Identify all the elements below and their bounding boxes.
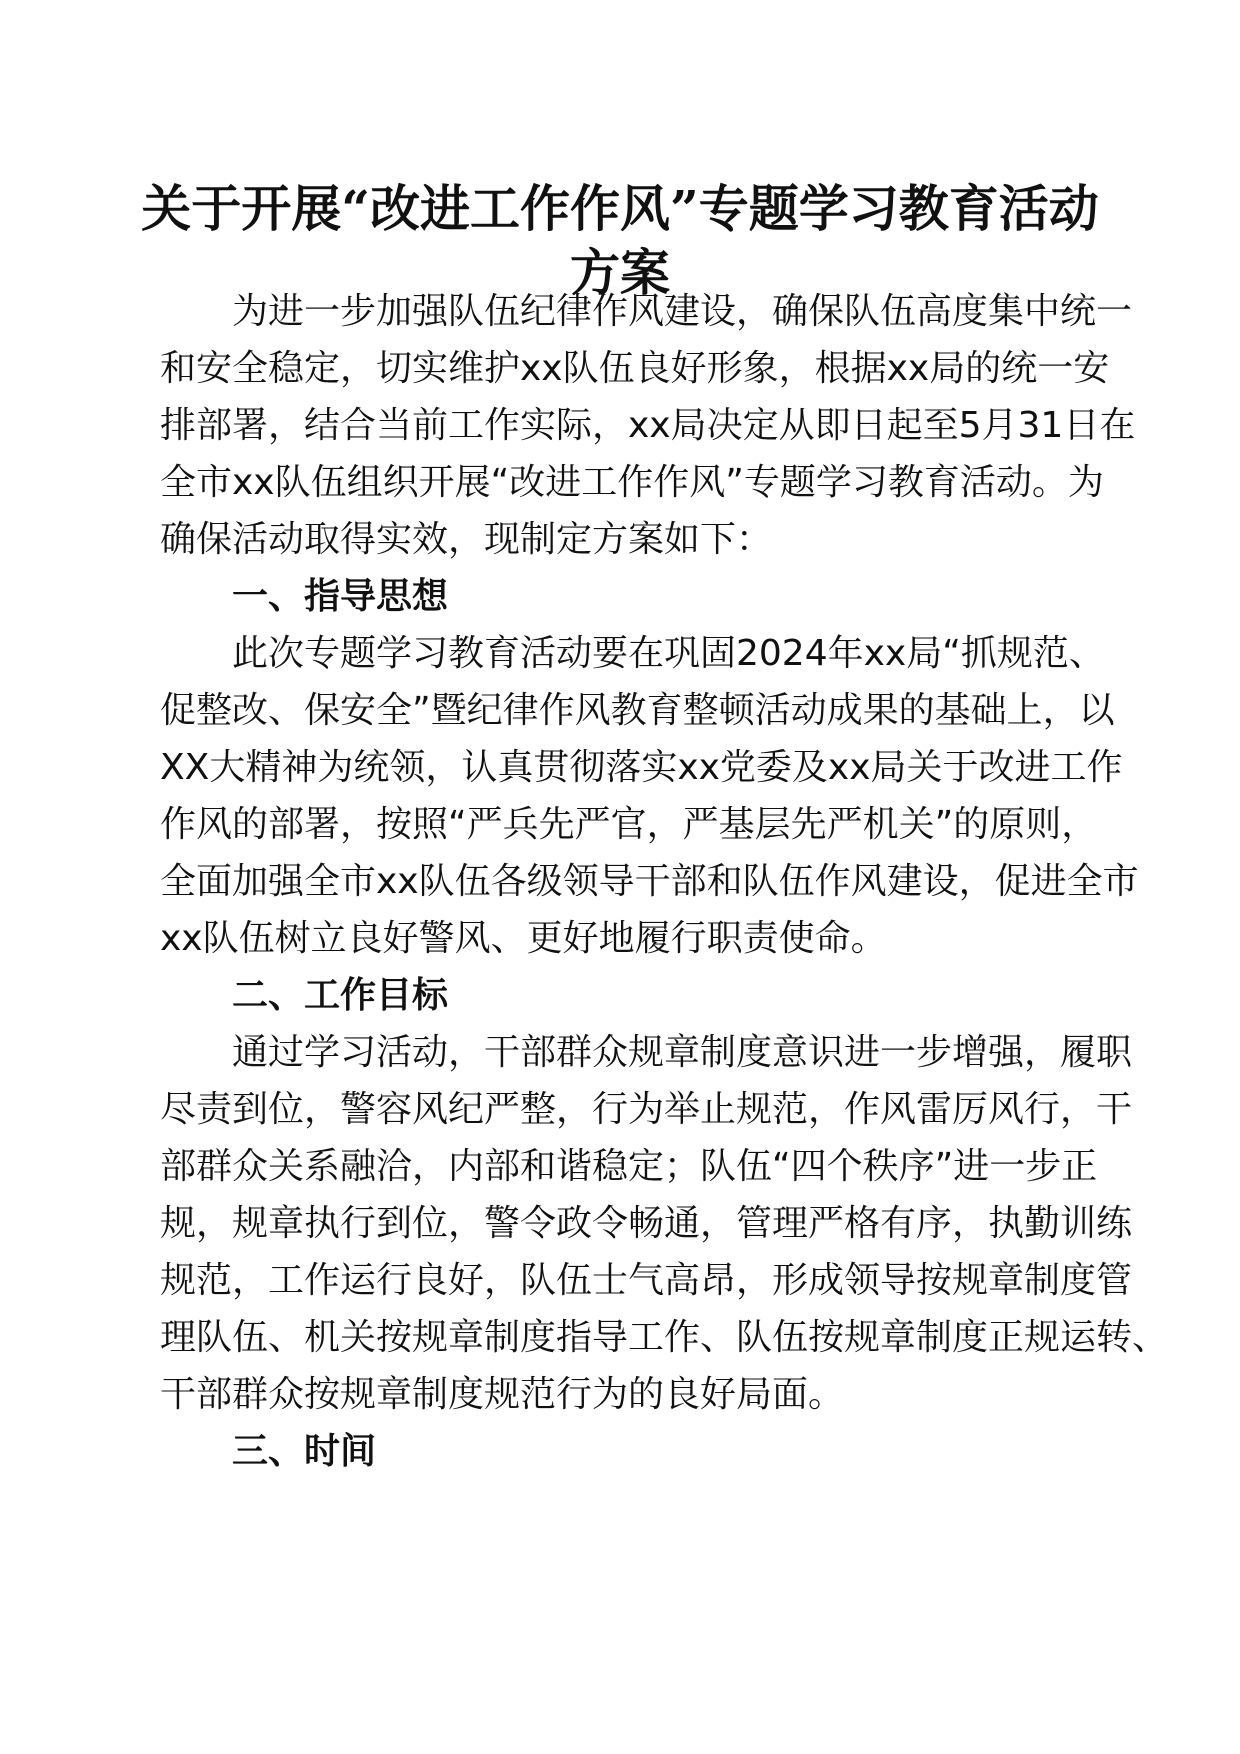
section1-paragraph-line: 此次专题学习教育活动要在巩固2024年xx局“抓规范、	[232, 633, 1105, 674]
section2-paragraph-line: 干部群众按规章制度规范行为的良好局面。	[160, 1374, 845, 1415]
section2-paragraph-line: 部群众关系融洽，内部和谐稳定；队伍“四个秩序”进一步正	[160, 1146, 1098, 1187]
section-heading-guiding-ideology: 一、指导思想	[232, 576, 449, 617]
section-heading-time: 三、时间	[232, 1431, 377, 1472]
section2-paragraph-line: 规，规章执行到位，警令政令畅通，管理严格有序，执勤训练	[160, 1203, 1133, 1244]
intro-paragraph-line: 为进一步加强队伍纪律作风建设，确保队伍高度集中统一	[232, 291, 1133, 332]
section2-paragraph-line: 规范，工作运行良好，队伍士气高昂，形成领导按规章制度管	[160, 1260, 1133, 1301]
intro-paragraph-line: 全市xx队伍组织开展“改进工作作风”专题学习教育活动。为	[160, 462, 1104, 503]
section1-paragraph-line: 全面加强全市xx队伍各级领导干部和队伍作风建设，促进全市	[160, 861, 1139, 902]
intro-paragraph-line: 确保活动取得实效，现制定方案如下：	[160, 519, 773, 560]
document-title-line-2: 方案	[570, 243, 670, 302]
section1-paragraph-line: xx队伍树立良好警风、更好地履行职责使命。	[160, 918, 887, 959]
section1-paragraph-line: XX大精神为统领，认真贯彻落实xx党委及xx局关于改进工作	[160, 747, 1123, 788]
section1-paragraph-line: 作风的部署，按照“严兵先严官，严基层先严机关”的原则，	[160, 804, 1098, 845]
section1-paragraph-line: 促整改、保安全”暨纪律作风教育整顿活动成果的基础上，以	[160, 690, 1115, 731]
intro-paragraph-line: 和安全稳定，切实维护xx队伍良好形象，根据xx局的统一安	[160, 348, 1110, 389]
section2-paragraph-line: 尽责到位，警容风纪严整，行为举止规范，作风雷厉风行，干	[160, 1089, 1133, 1130]
intro-paragraph-line: 排部署，结合当前工作实际，xx局决定从即日起至5月31日在	[160, 405, 1136, 446]
section2-paragraph-line: 理队伍、机关按规章制度指导工作、队伍按规章制度正规运转、	[160, 1317, 1169, 1358]
document-title-line-1: 关于开展“改进工作作风”专题学习教育活动	[141, 179, 1099, 238]
section2-paragraph-line: 通过学习活动，干部群众规章制度意识进一步增强，履职	[232, 1032, 1133, 1073]
section-heading-work-goals: 二、工作目标	[232, 975, 449, 1016]
